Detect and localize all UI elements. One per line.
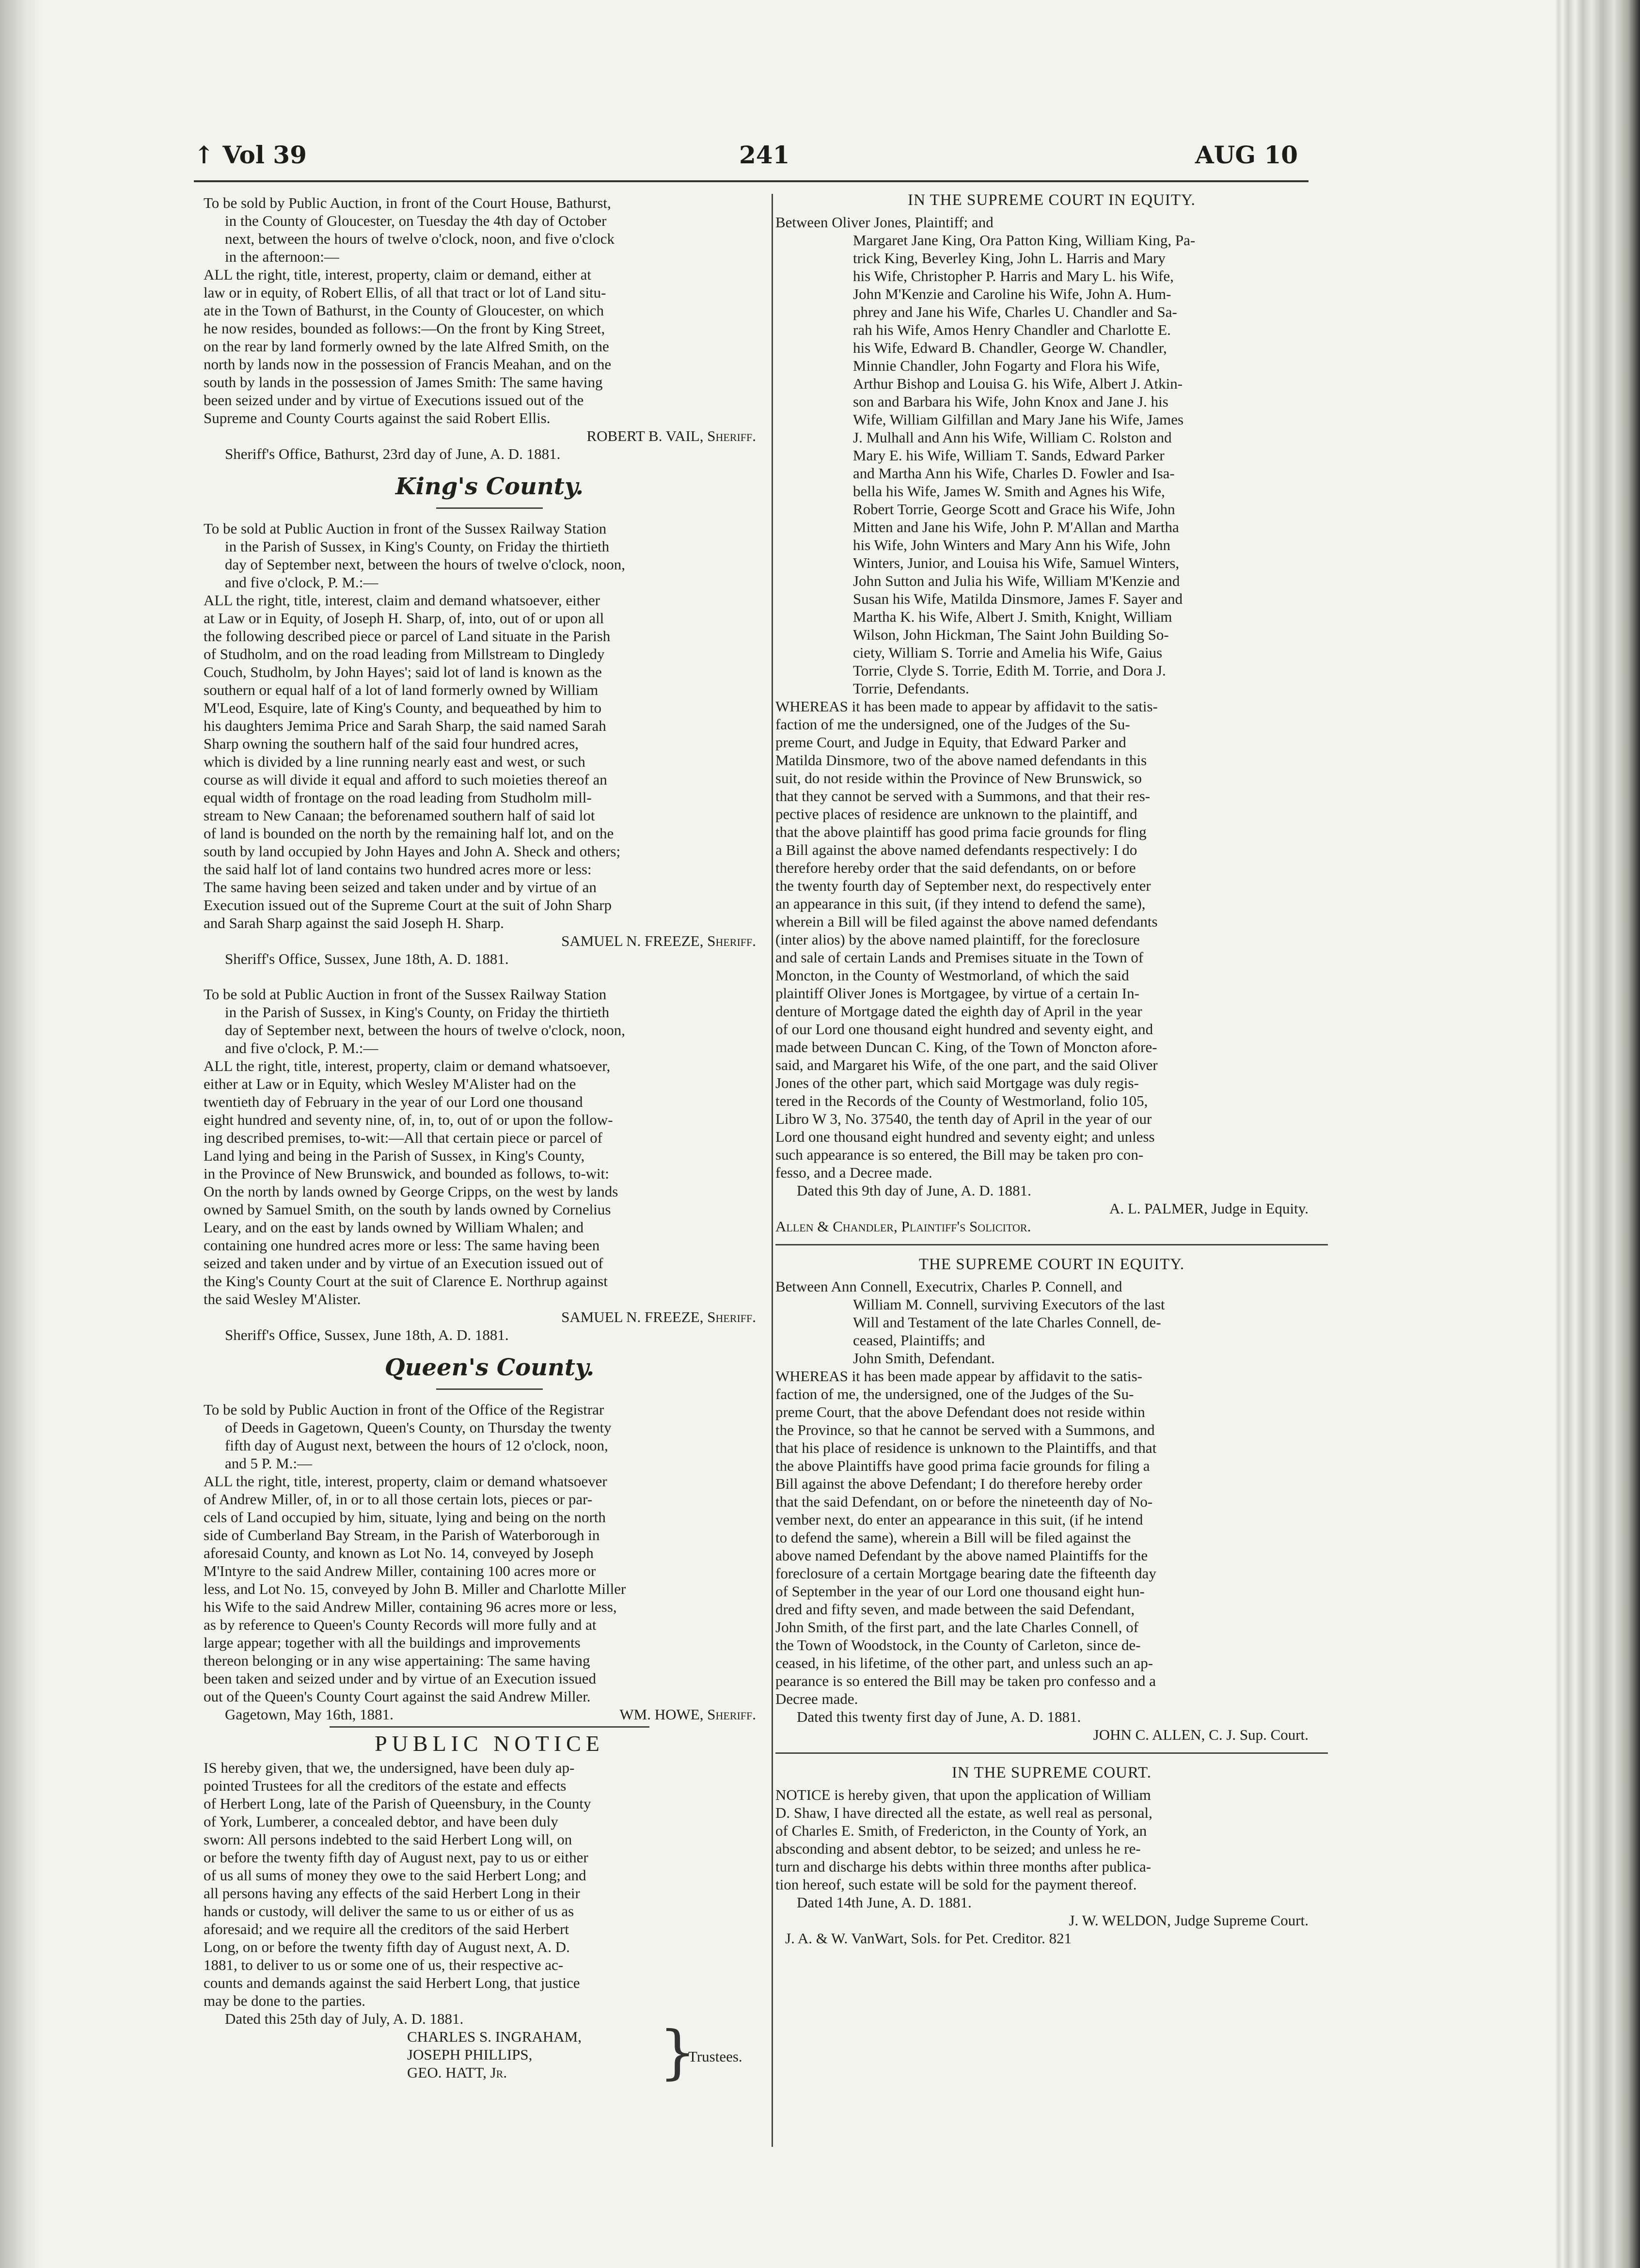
- text-line: and 5 P. M.:—: [225, 1455, 312, 1472]
- sheriff-signature: SAMUEL N. FREEZE, Sheriff.: [561, 932, 756, 949]
- text-line: ALL the right, title, interest, property, claim or demand whatsoever,: [204, 1057, 611, 1074]
- text-line: of our Lord one thousand eight hundred and seventy eight, and: [775, 1021, 1153, 1038]
- text-line: ALL the right, title, interest, claim and demand whatsoever, either: [204, 592, 600, 609]
- text-line: that they cannot be served with a Summons, and that their res-: [775, 788, 1151, 804]
- text-line: as by reference to Queen's County Records will more fully and at: [204, 1616, 597, 1633]
- text-line: all persons having any effects of the said Herbert Long in their: [204, 1885, 580, 1902]
- text-line: fesso, and a Decree made.: [775, 1164, 932, 1181]
- public-notice-title: PUBLIC NOTICE: [375, 1731, 604, 1756]
- text-line: side of Cumberland Bay Stream, in the Parish of Waterborough in: [204, 1527, 600, 1544]
- text-line: Martha K. his Wife, Albert J. Smith, Knight, William: [853, 608, 1172, 625]
- text-line: (inter alios) by the above named plaintiff, for the foreclosure: [775, 931, 1140, 948]
- text-line: twentieth day of February in the year of our Lord one thousand: [204, 1093, 583, 1110]
- text-line: faction of me the undersigned, one of the Judges of the Su-: [775, 716, 1130, 733]
- text-line: and five o'clock, P. M.:—: [225, 574, 378, 591]
- text-line: To be sold at Public Auction in front of the Sussex Railway Station: [204, 986, 607, 1003]
- text-line: large appear; together with all the buildings and improvements: [204, 1634, 581, 1651]
- text-line: sworn: All persons indebted to the said Herbert Long will, on: [204, 1831, 572, 1848]
- text-line: Jones of the other part, which said Mortgage was duly regis-: [775, 1074, 1139, 1091]
- sheriff-signature: ROBERT B. VAIL, Sheriff.: [586, 427, 756, 444]
- section-rule: [436, 1388, 543, 1390]
- text-line: his Wife, John Winters and Mary Ann his Wife, John: [853, 536, 1170, 553]
- text-line: Minnie Chandler, John Fogarty and Flora his Wife,: [853, 357, 1160, 374]
- text-line: Will and Testament of the late Charles Connell, de-: [853, 1314, 1161, 1331]
- text-line: that the said Defendant, on or before the nineteenth day of No-: [775, 1493, 1153, 1510]
- text-line: 1881, to deliver to us or some one of us, their respective ac-: [204, 1956, 564, 1973]
- text-line: trick King, Beverley King, John L. Harris and Mary: [853, 250, 1166, 267]
- sheriff-dated: Sheriff's Office, Bathurst, 23rd day of June, A. D. 1881.: [225, 445, 561, 462]
- section-rule: [330, 1726, 649, 1728]
- text-line: said, and Margaret his Wife, of the one part, and the said Oliver: [775, 1056, 1158, 1073]
- text-line: course as will divide it equal and afford to such moieties thereof an: [204, 771, 607, 788]
- text-line: foreclosure of a certain Mortgage bearing date the fifteenth day: [775, 1565, 1156, 1582]
- text-line: pointed Trustees for all the creditors of the estate and effects: [204, 1777, 567, 1794]
- text-line: and Sarah Sharp against the said Joseph H. Sharp.: [204, 914, 504, 931]
- text-line: seized and taken under and by virtue of an Execution issued out of: [204, 1255, 603, 1272]
- text-line: day of September next, between the hours of twelve o'clock, noon,: [225, 556, 625, 573]
- text-line: On the north by lands owned by George Cripps, on the west by lands: [204, 1183, 618, 1200]
- text-line: To be sold by Public Auction in front of the Office of the Registrar: [204, 1401, 604, 1418]
- text-line: Between Oliver Jones, Plaintiff; and: [775, 214, 993, 231]
- text-line: aforesaid County, and known as Lot No. 14, conveyed by Joseph: [204, 1544, 594, 1561]
- text-line: Sharp owning the southern half of the said four hundred acres,: [204, 735, 579, 752]
- ad-text: [204, 985, 775, 1308]
- sheriff-sale-bathurst: [204, 194, 775, 463]
- text-line: day of September next, between the hours of twelve o'clock, noon,: [225, 1022, 625, 1039]
- text-line: preme Court, that the above Defendant does not reside within: [775, 1403, 1145, 1420]
- text-line: fifth day of August next, between the hours of 12 o'clock, noon,: [225, 1437, 608, 1454]
- ad-text: [204, 194, 775, 427]
- text-line: WHEREAS it has been made to appear by affidavit to the satis-: [775, 698, 1158, 715]
- judge-signature: JOHN C. ALLEN, C. J. Sup. Court.: [1093, 1726, 1309, 1743]
- text-line: and sale of certain Lands and Premises situate in the Town of: [775, 949, 1144, 966]
- text-line: John M'Kenzie and Caroline his Wife, John A. Hum-: [853, 285, 1171, 302]
- trustee-name: JOSEPH PHILLIPS,: [407, 2046, 533, 2063]
- text-line: faction of me, the undersigned, one of the Judges of the Su-: [775, 1386, 1134, 1402]
- text-line: Mary E. his Wife, William T. Sands, Edward Parker: [853, 447, 1165, 464]
- text-line: The same having been seized and taken under and by virtue of an: [204, 879, 597, 896]
- text-line: the above Plaintiffs have good prima facie grounds for filing a: [775, 1457, 1150, 1474]
- text-line: ciety, William S. Torrie and Amelia his Wife, Gaius: [853, 644, 1163, 661]
- text-line: may be done to the parties.: [204, 1992, 366, 2009]
- parties-list: [775, 1277, 1328, 1367]
- sheriff-dated: Sheriff's Office, Sussex, June 18th, A. D. 1881.: [225, 950, 509, 967]
- text-line: Long, on or before the twenty fifth day of August next, A. D.: [204, 1938, 570, 1955]
- text-line: Bill against the above Defendant; I do therefore hereby order: [775, 1475, 1142, 1492]
- notice-text: [775, 1367, 1328, 1708]
- text-line: the Province, so that he cannot be served with a Summons, and: [775, 1421, 1155, 1438]
- sheriff-sale-mcalister: [204, 985, 775, 1344]
- text-line: that the above plaintiff has good prima facie grounds for fling: [775, 823, 1147, 840]
- text-line: ALL the right, title, interest, property, claim or demand whatsoever: [204, 1473, 607, 1490]
- text-line: in the afternoon:—: [225, 248, 339, 265]
- text-line: Margaret Jane King, Ora Patton King, William King, Pa-: [853, 232, 1196, 249]
- text-line: in the Parish of Sussex, in King's County, on Friday the thirtieth: [225, 538, 610, 555]
- public-notice: [204, 1759, 775, 2086]
- text-line: he now resides, bounded as follows:—On the front by King Street,: [204, 320, 605, 337]
- sheriff-sale-miller: [204, 1401, 775, 1723]
- text-line: eight hundred and seventy nine, of, in, to, out of or upon the follow-: [204, 1111, 613, 1128]
- text-line: M'Intyre to the said Andrew Miller, containing 100 acres more or: [204, 1562, 596, 1579]
- text-line: his Wife, Edward B. Chandler, George W. Chandler,: [853, 339, 1167, 356]
- text-line: of York, Lumberer, a concealed debtor, and have been duly: [204, 1813, 558, 1830]
- text-line: preme Court, and Judge in Equity, that Edward Parker and: [775, 734, 1126, 751]
- text-line: Mitten and Jane his Wife, John P. M'Allan and Martha: [853, 519, 1179, 536]
- right-column: [775, 188, 1328, 1947]
- parties-list: [775, 213, 1328, 697]
- solicitor-line: Allen & Chandler, Plaintiff's Solicitor.: [775, 1218, 1031, 1235]
- text-line: hands or custody, will deliver the same to us or either of us as: [204, 1903, 574, 1920]
- text-line: aforesaid; and we require all the creditors of the said Herbert: [204, 1921, 569, 1937]
- text-line: on the rear by land formerly owned by the late Alfred Smith, on the: [204, 338, 609, 355]
- text-line: of September in the year of our Lord one thousand eight hun-: [775, 1583, 1145, 1600]
- page-header-left: [194, 141, 307, 169]
- text-line: Leary, and on the east by lands owned by William Whalen; and: [204, 1219, 584, 1236]
- text-line: the twenty fourth day of September next, do respectively enter: [775, 877, 1151, 894]
- text-line: Susan his Wife, Matilda Dinsmore, James F. Sayer and: [853, 590, 1183, 607]
- volume-label: Vol 39: [222, 141, 307, 169]
- text-line: an appearance in this suit, (if they intend to defend the same),: [775, 895, 1146, 912]
- text-line: Arthur Bishop and Louisa G. his Wife, Albert J. Atkin-: [853, 375, 1183, 392]
- text-line: D. Shaw, I have directed all the estate, as well real as personal,: [775, 1804, 1152, 1821]
- margin-mark: ↑: [194, 141, 214, 169]
- text-line: Wife, William Gilfillan and Mary Jane his Wife, James: [853, 411, 1184, 428]
- text-line: south by land occupied by John Hayes and John A. Sheck and others;: [204, 843, 621, 860]
- text-line: containing one hundred acres more or less: The same having been: [204, 1237, 600, 1254]
- text-line: of us all sums of money they owe to the said Herbert Long; and: [204, 1867, 586, 1884]
- text-line: counts and demands against the said Herbert Long, that justice: [204, 1974, 580, 1991]
- text-line: dred and fifty seven, and made between the said Defendant,: [775, 1601, 1135, 1618]
- court-title: THE SUPREME COURT IN EQUITY.: [918, 1256, 1185, 1273]
- text-line: Winters, Junior, and Louisa his Wife, Samuel Winters,: [853, 554, 1180, 571]
- text-line: Between Ann Connell, Executrix, Charles P. Connell, and: [775, 1278, 1122, 1295]
- notice-dated: Dated this twenty first day of June, A. D. 1881.: [797, 1708, 1081, 1725]
- text-line: of land is bounded on the north by the remaining half lot, and on the: [204, 825, 614, 842]
- text-line: of Herbert Long, late of the Parish of Queensbury, in the County: [204, 1795, 591, 1812]
- text-line: To be sold at Public Auction in front of the Sussex Railway Station: [204, 520, 607, 537]
- notice-text: [775, 1786, 1328, 1893]
- text-line: been taken and seized under and by virtue of an Execution issued: [204, 1670, 597, 1687]
- text-line: NOTICE is hereby given, that upon the application of William: [775, 1786, 1151, 1803]
- text-line: the Town of Woodstock, in the County of Carleton, since de-: [775, 1637, 1141, 1654]
- text-line: his Wife, Christopher P. Harris and Mary L. his Wife,: [853, 268, 1174, 284]
- notice-text: [775, 697, 1328, 1181]
- page-number: 241: [739, 141, 790, 169]
- notice-dated: Dated 14th June, A. D. 1881.: [797, 1894, 972, 1911]
- text-line: bella his Wife, James W. Smith and Agnes his Wife,: [853, 483, 1165, 500]
- text-line: M'Leod, Esquire, late of King's County, and bequeathed by him to: [204, 699, 602, 716]
- text-line: Decree made.: [775, 1690, 858, 1707]
- queens-county-heading: Queen's County.: [384, 1354, 595, 1381]
- text-line: wherein a Bill will be filed against the above named defendants: [775, 913, 1158, 930]
- text-line: ing described premises, to-wit:—All that certain piece or parcel of: [204, 1129, 602, 1146]
- text-line: ate in the Town of Bathurst, in the County of Gloucester, on which: [204, 302, 604, 319]
- text-line: ALL the right, title, interest, property, claim or demand, either at: [204, 266, 591, 283]
- text-line: a Bill against the above named defendants respectively: I do: [775, 841, 1137, 858]
- text-line: WHEREAS it has been made appear by affidavit to the satis-: [775, 1368, 1142, 1385]
- sheriff-signature: WM. HOWE, Sheriff.: [619, 1706, 756, 1723]
- sheriff-dated: Gagetown, May 16th, 1881.: [225, 1706, 394, 1723]
- notice-dated: Dated this 9th day of June, A. D. 1881.: [797, 1182, 1031, 1199]
- text-line: IS hereby given, that we, the undersigned, have been duly ap-: [204, 1759, 575, 1776]
- text-line: thereon belonging or in any wise appertaining: The same having: [204, 1652, 590, 1669]
- notice-dated: Dated this 25th day of July, A. D. 1881.: [225, 2010, 464, 2027]
- text-line: William M. Connell, surviving Executors of the last: [853, 1296, 1165, 1313]
- trustees-label: Trustees.: [688, 2048, 742, 2065]
- text-line: Libro W 3, No. 37540, the tenth day of April in the year of our: [775, 1110, 1152, 1127]
- text-line: son and Barbara his Wife, John Knox and Jane J. his: [853, 393, 1168, 410]
- text-line: next, between the hours of twelve o'clock, noon, and five o'clock: [225, 230, 615, 247]
- text-line: less, and Lot No. 15, conveyed by John B. Miller and Charlotte Miller: [204, 1580, 626, 1597]
- text-line: vember next, do enter an appearance in this suit, (if he intend: [775, 1511, 1143, 1528]
- text-line: phrey and Jane his Wife, Charles U. Chandler and Sa-: [853, 303, 1177, 320]
- court-title: IN THE SUPREME COURT IN EQUITY.: [908, 191, 1196, 209]
- kings-county-heading: King's County.: [395, 473, 584, 500]
- text-line: of Deeds in Gagetown, Queen's County, on Thursday the twenty: [225, 1419, 612, 1436]
- court-title: IN THE SUPREME COURT.: [952, 1764, 1151, 1781]
- page-date: AUG 10: [1195, 141, 1298, 169]
- text-line: in the County of Gloucester, on Tuesday the 4th day of October: [225, 212, 607, 229]
- text-line: which is divided by a line running nearly east and west, or such: [204, 753, 585, 770]
- judge-signature: J. W. WELDON, Judge Supreme Court.: [1069, 1912, 1309, 1929]
- text-line: in the Parish of Sussex, in King's County, on Friday the thirtieth: [225, 1004, 610, 1021]
- text-line: Supreme and County Courts against the said Robert Ellis.: [204, 410, 551, 426]
- text-line: south by lands in the possession of James Smith: The same having: [204, 374, 603, 391]
- binding-gutter: [0, 0, 44, 2268]
- text-line: at Law or in Equity, of Joseph H. Sharp, of, into, out of or upon all: [204, 610, 604, 627]
- ad-text: [204, 520, 775, 932]
- text-line: and Martha Ann his Wife, Charles D. Fowler and Isa-: [853, 465, 1175, 482]
- text-line: Execution issued out of the Supreme Court at the suit of John Sharp: [204, 897, 612, 914]
- section-rule: [775, 1752, 1328, 1754]
- judge-signature: A. L. PALMER, Judge in Equity.: [1109, 1200, 1309, 1217]
- solicitor-line: J. A. & W. VanWart, Sols. for Pet. Creditor. 821: [785, 1930, 1072, 1947]
- section-rule: [775, 1244, 1328, 1245]
- text-line: denture of Mortgage dated the eighth day of April in the year: [775, 1003, 1142, 1020]
- text-line: Matilda Dinsmore, two of the above named defendants in this: [775, 752, 1147, 769]
- text-line: such appearance is so entered, the Bill may be taken pro con-: [775, 1146, 1144, 1163]
- text-line: ceased, Plaintiffs; and: [853, 1332, 985, 1349]
- text-line: been seized under and by virtue of Executions issued out of the: [204, 392, 584, 409]
- text-line: Couch, Studholm, by John Hayes'; said lot of land is known as the: [204, 663, 602, 680]
- text-line: that his place of residence is unknown to the Plaintiffs, and that: [775, 1439, 1157, 1456]
- text-line: southern or equal half of a lot of land formerly owned by William: [204, 681, 599, 698]
- text-line: Wilson, John Hickman, The Saint John Building So-: [853, 626, 1169, 643]
- left-column: [204, 194, 775, 2086]
- text-line: law or in equity, of Robert Ellis, of all that tract or lot of Land situ-: [204, 284, 606, 301]
- notice-text: [204, 1759, 775, 2010]
- text-line: turn and discharge his debts within three months after publica-: [775, 1858, 1151, 1875]
- text-line: Torrie, Defendants.: [853, 680, 969, 697]
- text-line: to defend the same), wherein a Bill will be filed against the: [775, 1529, 1131, 1546]
- text-line: therefore hereby order that the said defendants, on or before: [775, 859, 1136, 876]
- sheriff-dated: Sheriff's Office, Sussex, June 18th, A. D. 1881.: [225, 1326, 509, 1343]
- text-line: his daughters Jemima Price and Sarah Sharp, the said named Sarah: [204, 717, 606, 734]
- text-line: of Andrew Miller, of, in or to all those certain lots, pieces or par-: [204, 1491, 593, 1508]
- text-line: made between Duncan C. King, of the Town of Moncton afore-: [775, 1039, 1157, 1055]
- trustees-block: [204, 2019, 775, 2086]
- ad-text: [204, 1401, 775, 1705]
- text-line: of Charles E. Smith, of Fredericton, in the County of York, an: [775, 1822, 1147, 1839]
- text-line: the said half lot of land contains two hundred acres more or less:: [204, 861, 592, 878]
- text-line: north by lands now in the possession of Francis Meahan, and on the: [204, 356, 612, 373]
- text-line: and five o'clock, P. M.:—: [225, 1040, 378, 1056]
- text-line: To be sold by Public Auction, in front of the Court House, Bathurst,: [204, 194, 611, 211]
- page-edges: [1556, 0, 1640, 2268]
- sheriff-sale-sharp: [204, 520, 775, 968]
- text-line: tered in the Records of the County of Westmorland, folio 105,: [775, 1092, 1148, 1109]
- text-line: the following described piece or parcel of Land situate in the Parish: [204, 628, 611, 645]
- text-line: above named Defendant by the above named Plaintiffs for the: [775, 1547, 1148, 1564]
- trustee-name: GEO. HATT, Jr.: [407, 2064, 507, 2081]
- sheriff-signature: SAMUEL N. FREEZE, Sheriff.: [561, 1308, 756, 1325]
- text-line: Lord one thousand eight hundred and seventy eight; and unless: [775, 1128, 1155, 1145]
- brace-glyph: }: [659, 2019, 696, 2086]
- text-line: cels of Land occupied by him, situate, lying and being on the north: [204, 1509, 606, 1526]
- text-line: Robert Torrie, George Scott and Grace his Wife, John: [853, 501, 1175, 518]
- text-line: owned by Samuel Smith, on the south by lands owned by Cornelius: [204, 1201, 611, 1218]
- text-line: Torrie, Clyde S. Torrie, Edith M. Torrie, and Dora J.: [853, 662, 1166, 679]
- text-line: of Studholm, and on the road leading from Millstream to Dingledy: [204, 646, 605, 662]
- text-line: pearance is so entered the Bill may be taken pro confesso and a: [775, 1672, 1156, 1689]
- text-line: absconding and absent debtor, to be seized; and unless he re-: [775, 1840, 1141, 1857]
- header-rule: [194, 180, 1309, 182]
- text-line: rah his Wife, Amos Henry Chandler and Charlotte E.: [853, 321, 1171, 338]
- text-line: his Wife to the said Andrew Miller, containing 96 acres more or less,: [204, 1598, 617, 1615]
- text-line: John Smith, of the first part, and the late Charles Connell, of: [775, 1619, 1139, 1636]
- text-line: equal width of frontage on the road leading from Studholm mill-: [204, 789, 592, 806]
- text-line: J. Mulhall and Ann his Wife, William C. Rolston and: [853, 429, 1172, 446]
- text-line: tion hereof, such estate will be sold for the payment thereof.: [775, 1876, 1137, 1893]
- text-line: stream to New Canaan; the beforenamed southern half of said lot: [204, 807, 595, 824]
- section-rule: [436, 507, 543, 509]
- text-line: ceased, in his lifetime, of the other part, and unless such an ap-: [775, 1654, 1153, 1671]
- text-line: or before the twenty fifth day of August next, pay to us or either: [204, 1849, 588, 1866]
- gagetown-dated-line: [204, 1705, 775, 1723]
- text-line: suit, do not reside within the Province of New Brunswick, so: [775, 770, 1142, 787]
- text-line: the said Wesley M'Alister.: [204, 1291, 361, 1307]
- text-line: the King's County Court at the suit of Clarence E. Northrup against: [204, 1273, 608, 1290]
- text-line: Land lying and being in the Parish of Sussex, in King's County,: [204, 1147, 585, 1164]
- trustee-name: CHARLES S. INGRAHAM,: [407, 2028, 582, 2045]
- text-line: Moncton, in the County of Westmorland, of which the said: [775, 967, 1129, 984]
- text-line: pective places of residence are unknown to the plaintiff, and: [775, 805, 1137, 822]
- text-line: either at Law or in Equity, which Wesley M'Alister had on the: [204, 1075, 576, 1092]
- text-line: plaintiff Oliver Jones is Mortgagee, by virtue of a certain In-: [775, 985, 1139, 1002]
- text-line: John Sutton and Julia his Wife, William M'Kenzie and: [853, 572, 1180, 589]
- text-line: in the Province of New Brunswick, and bounded as follows, to-wit:: [204, 1165, 609, 1182]
- text-line: out of the Queen's County Court against the said Andrew Miller.: [204, 1688, 591, 1705]
- text-line: John Smith, Defendant.: [853, 1350, 995, 1367]
